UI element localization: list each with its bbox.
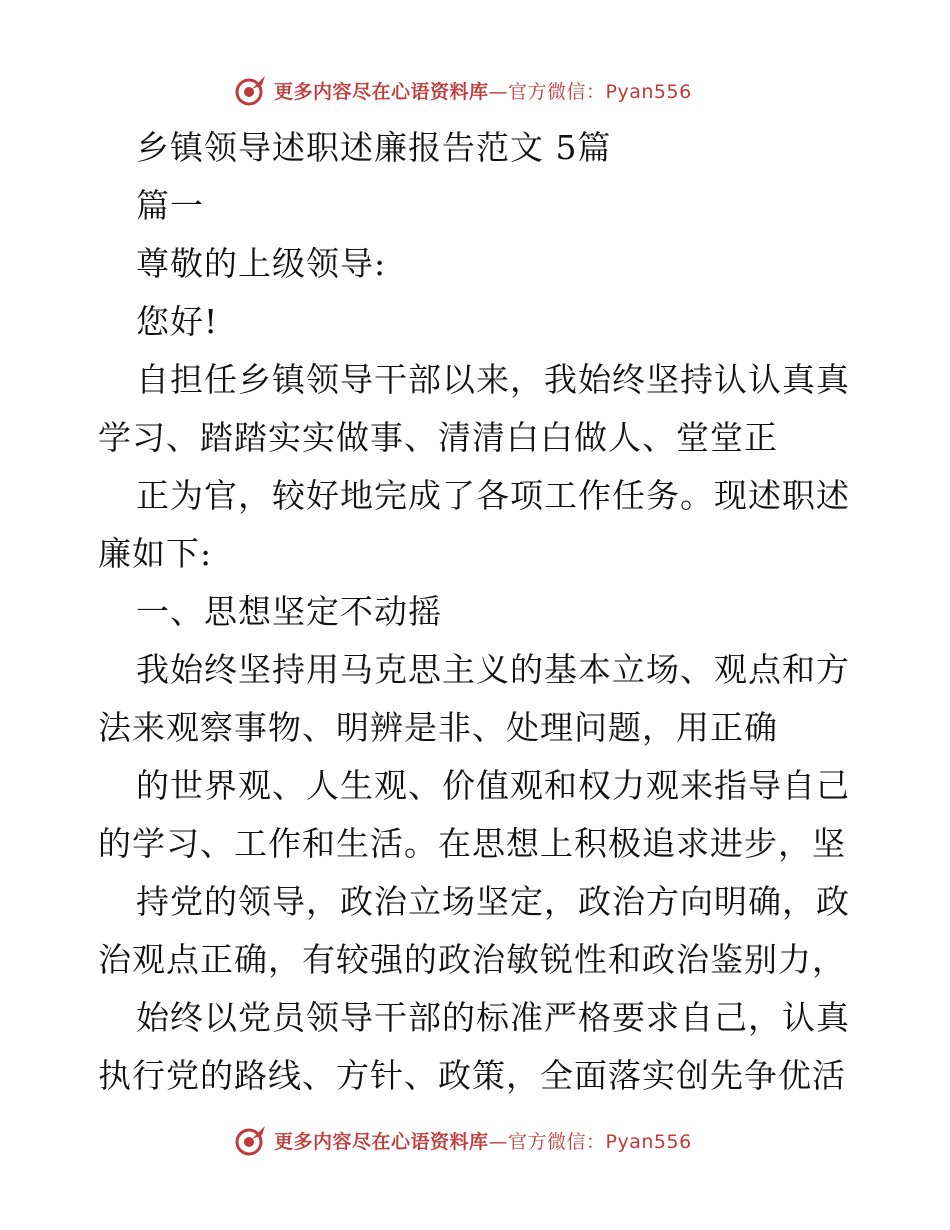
subheading: 一、思想坚定不动摇: [136, 592, 442, 631]
footer-watermark: [234, 1122, 692, 1158]
watermark-text: [274, 77, 692, 104]
greeting: 您好!: [136, 302, 219, 341]
watermark-dash: —: [488, 80, 509, 103]
salutation: 尊敬的上级领导:: [136, 244, 387, 283]
paragraph-line: 我始终坚持用马克思主义的基本立场、观点和方: [136, 650, 850, 689]
quill-logo-icon: [234, 1123, 268, 1157]
watermark-wechat: 官方微信：Pyan556: [508, 80, 692, 103]
paragraph-line: 执行党的路线、方针、政策，全面落实创先争优活: [98, 1056, 846, 1095]
paragraph-line: 学习、踏踏实实做事、清清白白做人、堂堂正: [98, 418, 778, 457]
watermark-wechat: 官方微信：Pyan556: [508, 1130, 692, 1153]
watermark-dash: —: [488, 1130, 509, 1153]
paragraph-line: 治观点正确，有较强的政治敏锐性和政治鉴别力，: [98, 940, 846, 979]
quill-logo-icon: [234, 73, 268, 107]
watermark-site: 更多内容尽在心语资料库: [274, 80, 489, 103]
watermark-site: 更多内容尽在心语资料库: [274, 1130, 489, 1153]
document-title: 乡镇领导述职述廉报告范文 5篇: [136, 128, 612, 167]
header-watermark: [234, 72, 692, 108]
paragraph-line: 的学习、工作和生活。在思想上积极追求进步，坚: [98, 824, 846, 863]
paragraph-line: 持党的领导，政治立场坚定，政治方向明确，政: [136, 882, 850, 921]
paragraph-line: 始终以党员领导干部的标准严格要求自己，认真: [136, 998, 850, 1037]
paragraph-line: 法来观察事物、明辨是非、处理问题，用正确: [98, 708, 778, 747]
section-heading: 篇一: [136, 186, 204, 225]
paragraph-line: 的世界观、人生观、价值观和权力观来指导自己: [136, 766, 850, 805]
paragraph-line: 自担任乡镇领导干部以来，我始终坚持认认真真: [136, 360, 850, 399]
watermark-text: [274, 1127, 692, 1154]
paragraph-line: 正为官，较好地完成了各项工作任务。现述职述: [136, 476, 850, 515]
paragraph-line: 廉如下:: [98, 534, 213, 573]
